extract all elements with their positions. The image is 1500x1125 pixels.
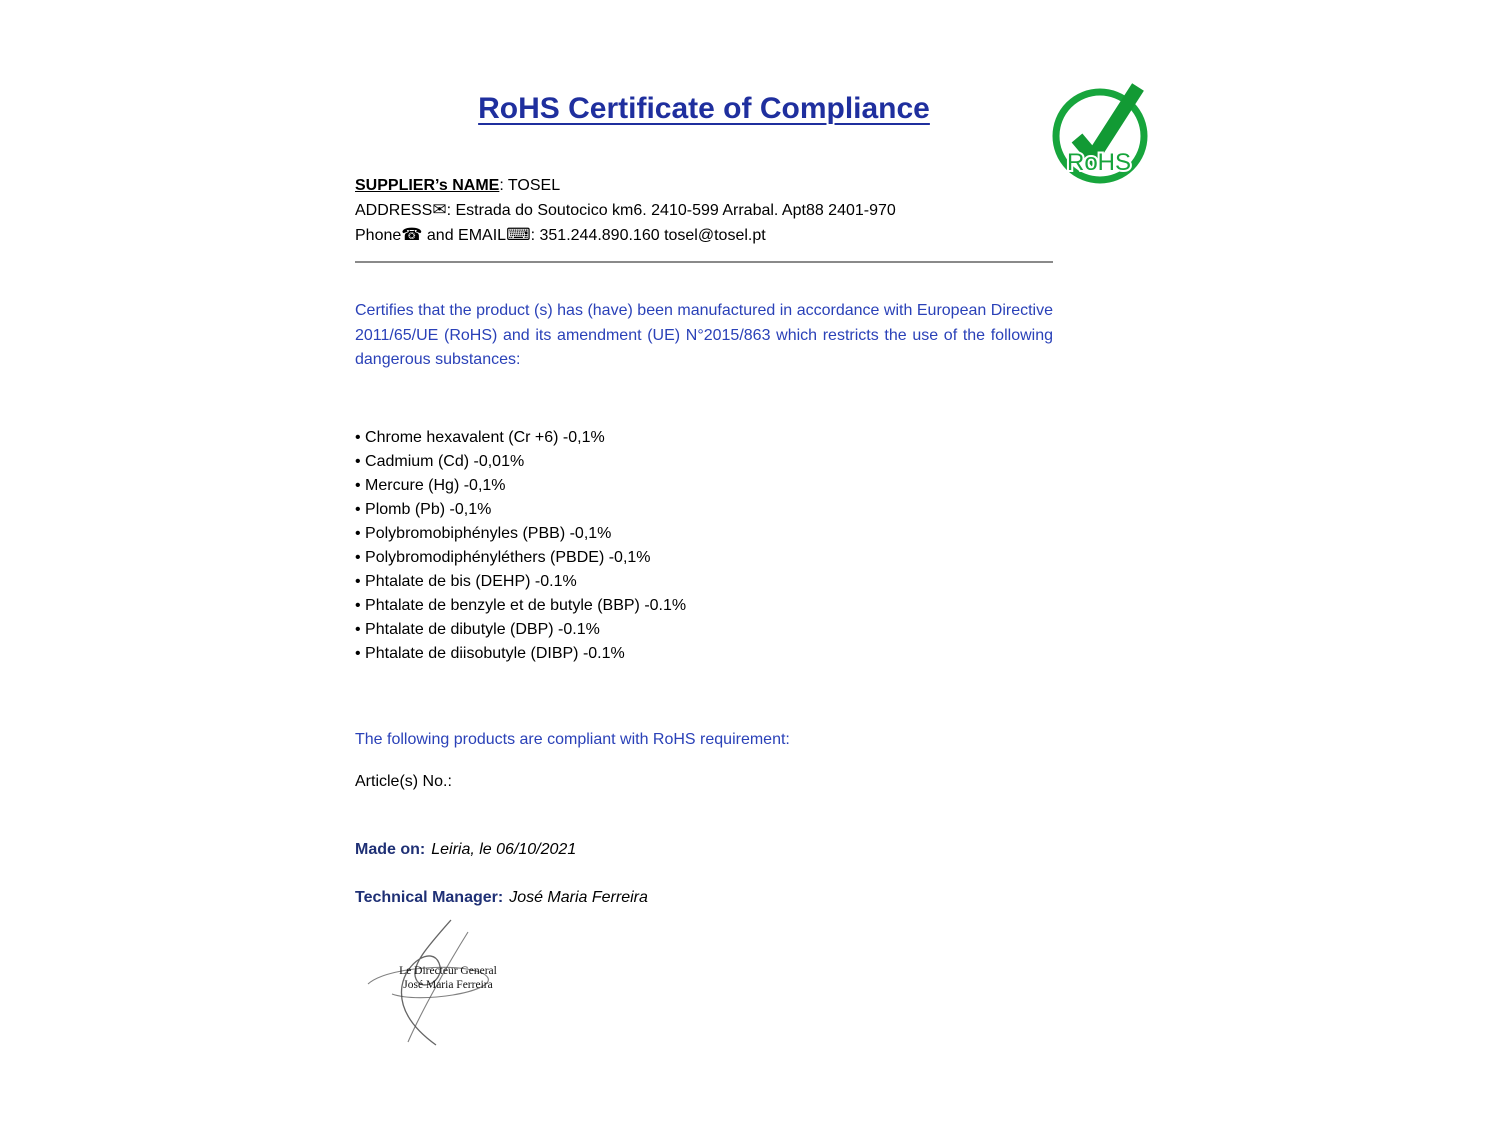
contact-value: : 351.244.890.160 tosel@tosel.pt [530, 227, 766, 244]
envelope-icon: ✉ [432, 200, 447, 219]
made-on-line [355, 841, 1053, 859]
signature-line1: Le Directeur General [399, 965, 497, 977]
phone-label: Phone [355, 227, 402, 244]
substance-item: • Phtalate de dibutyle (DBP) -0.1% [355, 618, 1053, 642]
phone-icon: ☎ [401, 225, 423, 244]
technical-manager-line [355, 889, 1053, 907]
technical-manager-label: Technical Manager: [355, 889, 504, 906]
articles-label: Article(s) No.: [355, 773, 452, 790]
rohs-logo [1048, 80, 1152, 188]
supplier-contact-line [355, 223, 1055, 248]
technical-manager-value: José Maria Ferreira [509, 889, 648, 906]
email-label: and EMAIL [422, 227, 507, 244]
supplier-address-line [355, 198, 1055, 223]
certifies-paragraph: Certifies that the product (s) has (have) been manufactured in accordance with European Directive 2011/65/UE (RoHS) and its amendment (UE) N°2015/863 which restricts the use of the following dangerous substances: [355, 302, 1053, 368]
substance-item: • Phtalate de benzyle et de butyle (BBP) -0.1% [355, 594, 1053, 618]
rohs-logo-label: RoHS [1067, 149, 1132, 176]
supplier-name-label: SUPPLIER’s NAME [355, 177, 500, 194]
substance-item: • Chrome hexavalent (Cr +6) -0,1% [355, 426, 1053, 450]
computer-icon: ⌨ [506, 225, 531, 244]
address-value: : Estrada do Soutocico km6. 2410-599 Arrabal. Apt88 2401-970 [446, 202, 896, 219]
substance-item: • Polybromobiphényles (PBB) -0,1% [355, 522, 1053, 546]
made-on-label: Made on: [355, 841, 426, 858]
compliance-statement: The following products are compliant with RoHS requirement: [355, 731, 790, 748]
signature-text [380, 965, 516, 992]
divider [355, 261, 1053, 263]
substance-item: • Phtalate de bis (DEHP) -0.1% [355, 570, 1053, 594]
substance-item: • Phtalate de diisobutyle (DIBP) -0.1% [355, 642, 1053, 666]
supplier-name-line [355, 174, 1055, 198]
signature-line2: José Maria Ferreira [403, 978, 493, 991]
substances-list [355, 426, 1053, 666]
substance-item: • Polybromodiphényléthers (PBDE) -0,1% [355, 546, 1053, 570]
signature-block [356, 918, 536, 1048]
substance-item: • Mercure (Hg) -0,1% [355, 474, 1053, 498]
supplier-block [355, 174, 1055, 248]
made-on-value: Leiria, le 06/10/2021 [431, 841, 577, 858]
substance-item: • Plomb (Pb) -0,1% [355, 498, 1053, 522]
address-label: ADDRESS [355, 202, 433, 219]
supplier-name-value: : TOSEL [499, 177, 561, 194]
substance-item: • Cadmium (Cd) -0,01% [355, 450, 1053, 474]
page-title: RoHS Certificate of Compliance [478, 92, 930, 125]
